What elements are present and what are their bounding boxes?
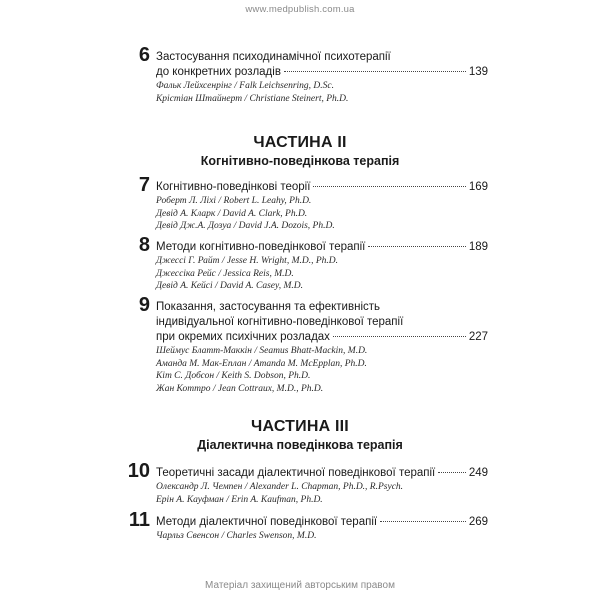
chapter-title-line: Показання, застосування та ефективність (156, 301, 381, 313)
chapter-title-line: Теоретичні засади діалектичної поведінкової терапії (156, 467, 436, 479)
author-line: Кіт С. Добсон / Keith S. Dobson, Ph.D. (156, 371, 311, 381)
chapter-title-line: до конкретних розладів (156, 66, 281, 78)
author-line: Крістіан Штайнерт / Christiane Steinert, Ph.D. (156, 93, 349, 104)
author-line: Джессіка Рейс / Jessica Reis, M.D. (156, 268, 294, 279)
chapter-title-line: Застосування психодинамічної психотерапії (156, 51, 391, 63)
author-line: Шеймус Блатт-Маккін / Seamus Bhatt-Mackin, M.D. (156, 346, 368, 356)
page-number: 189 (468, 241, 488, 253)
leader-dots (284, 71, 466, 72)
leader-dots (313, 186, 465, 187)
part-title: Когнітивно-поведінкова терапія (200, 154, 400, 168)
leader-dots (380, 521, 466, 522)
chapter-number: 7 (138, 174, 150, 196)
toc-entry-chapter-8[interactable] (118, 234, 488, 293)
part-label: ЧАСТИНА III (251, 418, 349, 435)
toc-entry-chapter-9[interactable] (118, 294, 488, 395)
chapter-number: 8 (138, 234, 150, 256)
part-heading-3 (0, 417, 600, 453)
author-line: Роберт Л. Ліхі / Robert L. Leahy, Ph.D. (156, 196, 312, 206)
chapter-title-line: при окремих психічних розладах (156, 331, 330, 343)
author-line: Девід А. Кейсі / David A. Casey, M.D. (156, 281, 303, 291)
author-line: Чарльз Свенсон / Charles Swenson, M.D. (156, 531, 317, 541)
author-line: Девід Дж.А. Дозуа / David J.A. Dozois, Ph.D. (156, 221, 335, 231)
toc-entry-chapter-6[interactable] (118, 44, 488, 105)
toc-entry-chapter-11[interactable] (118, 509, 488, 543)
chapter-number: 10 (127, 460, 150, 482)
copyright-notice: Матеріал захищений авторським правом (205, 580, 395, 591)
author-line: Джессі Г. Райт / Jesse H. Wright, M.D., Ph.D. (156, 256, 339, 266)
chapter-title-line: Методи когнітивно-поведінкової терапії (156, 241, 366, 253)
author-line: Ерін А. Кауфман / Erin A. Kaufman, Ph.D. (156, 494, 323, 505)
author-line: Олександр Л. Чемпен / Alexander L. Chapman, Ph.D., R.Psych. (156, 482, 404, 492)
toc-entry-chapter-7[interactable] (118, 174, 488, 233)
chapter-title-line: Когнітивно-поведінкові теорії (156, 181, 311, 193)
author-line: Фальк Лейхсенрінг / Falk Leichsenring, D.Sc. (156, 81, 334, 91)
leader-dots (368, 246, 465, 247)
chapter-number: 11 (128, 509, 150, 531)
part-title: Діалектична поведінкова терапія (197, 438, 403, 452)
leader-dots (438, 472, 466, 473)
page-number: 139 (468, 66, 488, 78)
chapter-number: 6 (138, 44, 150, 66)
page-number: 169 (468, 181, 488, 193)
page-number: 269 (468, 516, 488, 528)
toc-entry-chapter-10[interactable] (118, 460, 488, 506)
part-label: ЧАСТИНА II (253, 134, 347, 151)
site-watermark: www.medpublish.com.ua (245, 4, 355, 15)
author-line: Жан Коттро / Jean Cottraux, M.D., Ph.D. (156, 383, 324, 394)
leader-dots (333, 336, 466, 337)
chapter-title-line: індивідуальної когнітивно-поведінкової терапії (156, 316, 404, 328)
author-line: Аманда М. Мак-Еплан / Amanda M. McEpplan, Ph.D. (156, 358, 367, 369)
author-line: Девід А. Кларк / David A. Clark, Ph.D. (156, 208, 308, 219)
page-number: 227 (468, 331, 488, 343)
chapter-number: 9 (138, 294, 150, 316)
page-number: 249 (468, 467, 488, 479)
chapter-title-line: Методи діалектичної поведінкової терапії (156, 516, 378, 528)
part-heading-2 (0, 133, 600, 169)
